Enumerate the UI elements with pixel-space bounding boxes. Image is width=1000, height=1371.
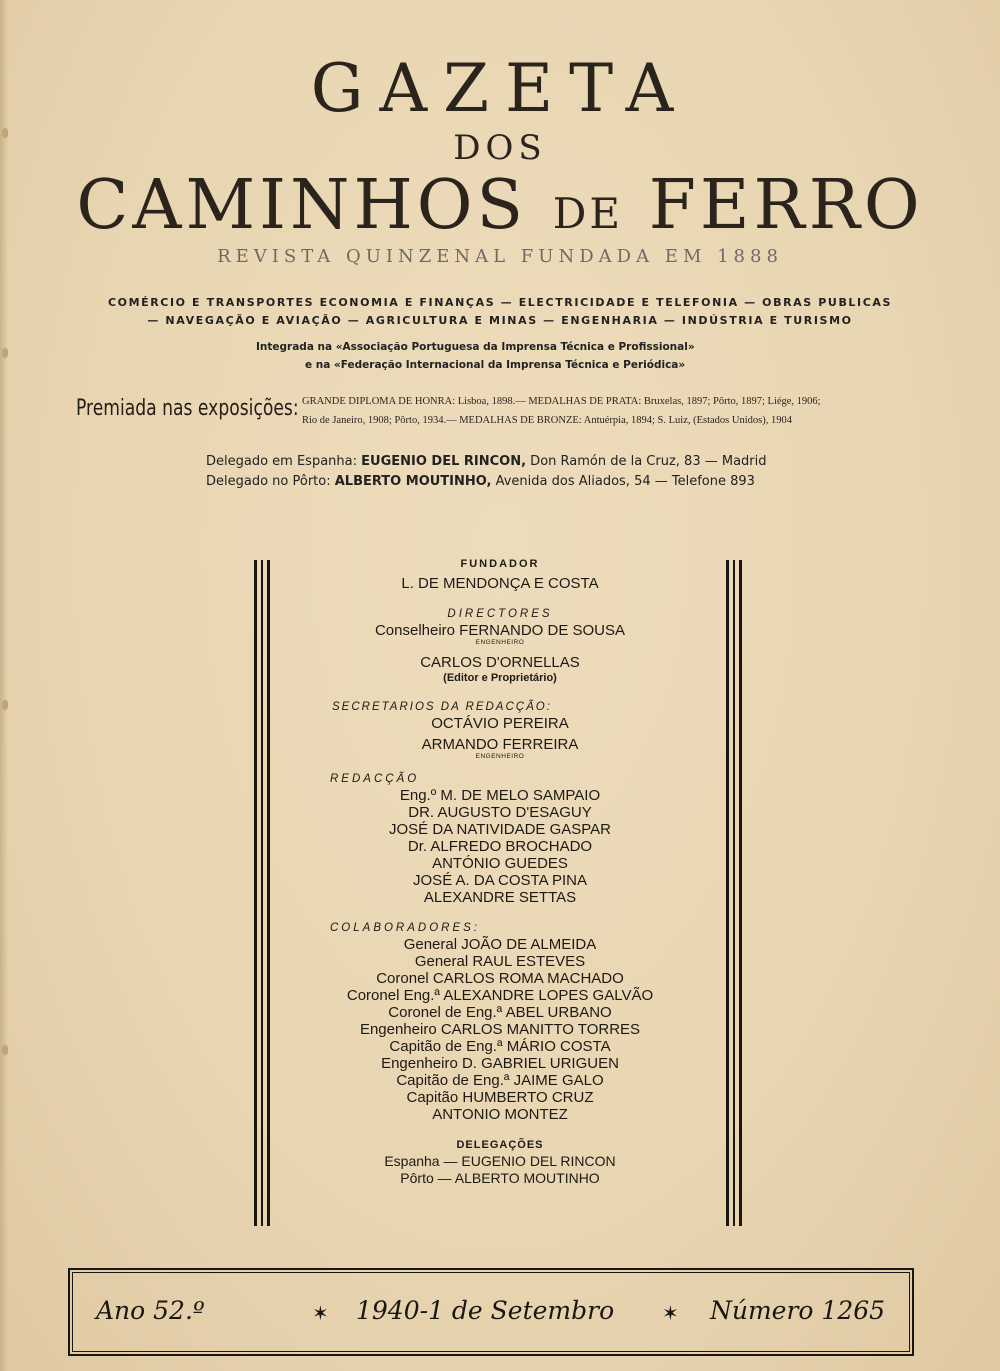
left-rule-lines: [254, 560, 270, 1226]
binding-hole: [2, 700, 8, 710]
topics-line: — NAVEGAÇÃO E AVIAÇÃO — AGRICULTURA E MINAS — ENGENHARIA — INDÚSTRIA E TURISMO: [147, 314, 853, 327]
credit-name: CARLOS D'ORNELLAS: [420, 654, 580, 671]
credit-name: General JOÃO DE ALMEIDA: [403, 936, 597, 953]
credit-name: ANTONIO MONTEZ: [432, 1106, 568, 1123]
credit-title: ENGENHEIRO: [475, 753, 525, 760]
issue-year: Ano 52.º: [96, 1296, 205, 1325]
awards-block: [76, 392, 936, 430]
awards-label: Premiada nas exposições:: [76, 396, 299, 421]
affiliation-line: e na «Federação Internacional da Imprensa Técnica e Periódica»: [305, 359, 686, 371]
credit-name: Capitão de Eng.ª MÁRIO COSTA: [389, 1038, 611, 1055]
binding-hole: [2, 348, 8, 358]
awards-line: GRANDE DIPLOMA DE HONRA: Lisboa, 1898.— MEDALHAS DE PRATA: Bruxelas, 1897; Pôrto, 1897; Liége, 1906;: [302, 396, 821, 407]
masthead-word-caminhos: CAMINHOS: [76, 166, 528, 245]
masthead-subtitle: REVISTA QUINZENAL FUNDADA EM 1888: [217, 246, 783, 267]
affiliation-line: Integrada na «Associação Portuguesa da Imprensa Técnica e Profissional»: [256, 341, 695, 353]
credit-name: Capitão de Eng.ª JAIME GALO: [396, 1072, 604, 1089]
section-heading-fundador: FUNDADOR: [460, 558, 540, 570]
right-rule-lines: [726, 560, 742, 1226]
star-icon: ✶: [662, 1301, 679, 1325]
credit-name: Coronel CARLOS ROMA MACHADO: [376, 970, 624, 987]
delegate-prefix: Delegado em Espanha:: [206, 454, 362, 469]
credit-name: Engenheiro CARLOS MANITTO TORRES: [359, 1021, 641, 1038]
section-heading-directores: DIRECTORES: [447, 608, 553, 620]
credit-name: DR. AUGUSTO D'ESAGUY: [408, 804, 592, 821]
credit-name: Capitão HUMBERTO CRUZ: [406, 1089, 594, 1106]
section-heading-colaboradores: COLABORADORES:: [330, 922, 480, 934]
credit-name: Engenheiro D. GABRIEL URIGUEN: [381, 1055, 619, 1072]
credit-name: Coronel Eng.ª ALEXANDRE LOPES GALVÃO: [346, 987, 654, 1004]
credit-name: ALEXANDRE SETTAS: [423, 889, 577, 906]
credit-name: General RAUL ESTEVES: [414, 953, 586, 970]
delegate-prefix: Delegado no Pôrto:: [206, 474, 335, 489]
delegates-block: [206, 452, 846, 492]
star-icon: ✶: [312, 1301, 329, 1325]
credit-name: Pôrto — ALBERTO MOUTINHO: [400, 1170, 600, 1186]
binding-hole: [2, 1045, 8, 1055]
delegate-espanha: [206, 452, 846, 472]
credit-name: Coronel de Eng.ª ABEL URBANO: [388, 1004, 612, 1021]
section-heading-secretarios: SECRETARIOS DA REDACÇÃO:: [332, 701, 552, 713]
delegate-address: Don Ramón de la Cruz, 83 — Madrid: [526, 454, 767, 469]
section-heading-redaccao: REDACÇÃO: [330, 773, 420, 785]
issue-number: Número 1265: [710, 1296, 886, 1325]
masthead-word-ferro: FERRO: [648, 166, 924, 245]
credit-title: (Editor e Proprietário): [443, 672, 557, 684]
awards-text: [302, 392, 821, 430]
credit-title: ENGENHEIRO: [475, 639, 525, 646]
credit-name: JOSÉ DA NATIVIDADE GASPAR: [389, 821, 611, 838]
masthead-title-caminhos: [0, 166, 1000, 245]
delegate-name: ALBERTO MOUTINHO,: [334, 474, 492, 489]
masthead-word-de: DE: [552, 189, 624, 238]
delegate-address: Avenida dos Aliados, 54 — Telefone 893: [491, 474, 755, 489]
credit-name: Espanha — EUGENIO DEL RINCON: [384, 1153, 616, 1169]
credit-name: L. DE MENDONÇA E COSTA: [401, 575, 599, 592]
masthead-credits: [280, 556, 720, 1187]
delegate-porto: [206, 472, 846, 492]
affiliation-note: [256, 338, 776, 374]
awards-line: Rio de Janeiro, 1908; Pôrto, 1934.— MEDALHAS DE BRONZE: Antuérpia, 1894; S. Luiz, (Estados Unidos), 1904: [302, 415, 792, 426]
delegate-name: EUGENIO DEL RINCON,: [361, 454, 527, 469]
credit-name: ANTÓNIO GUEDES: [432, 855, 568, 872]
credit-name: Eng.º M. DE MELO SAMPAIO: [399, 787, 601, 804]
topics-list: [0, 294, 1000, 330]
credit-name: JOSÉ A. DA COSTA PINA: [413, 872, 587, 889]
credit-name: OCTÁVIO PEREIRA: [431, 715, 569, 732]
issue-date: 1940-1 de Setembro: [356, 1296, 615, 1325]
credit-name: Conselheiro FERNANDO DE SOUSA: [374, 622, 626, 639]
topics-line: COMÉRCIO E TRANSPORTES ECONOMIA E FINANÇAS — ELECTRICIDADE E TELEFONIA — OBRAS PUBLICAS: [107, 296, 893, 309]
credit-name: Dr. ALFREDO BROCHADO: [407, 838, 593, 855]
masthead-title-dos: DOS: [453, 128, 547, 168]
section-heading-delegacoes: DELEGAÇÕES: [456, 1139, 544, 1151]
credit-name: ARMANDO FERREIRA: [421, 736, 579, 753]
masthead-title-gazeta: GAZETA: [310, 50, 690, 127]
